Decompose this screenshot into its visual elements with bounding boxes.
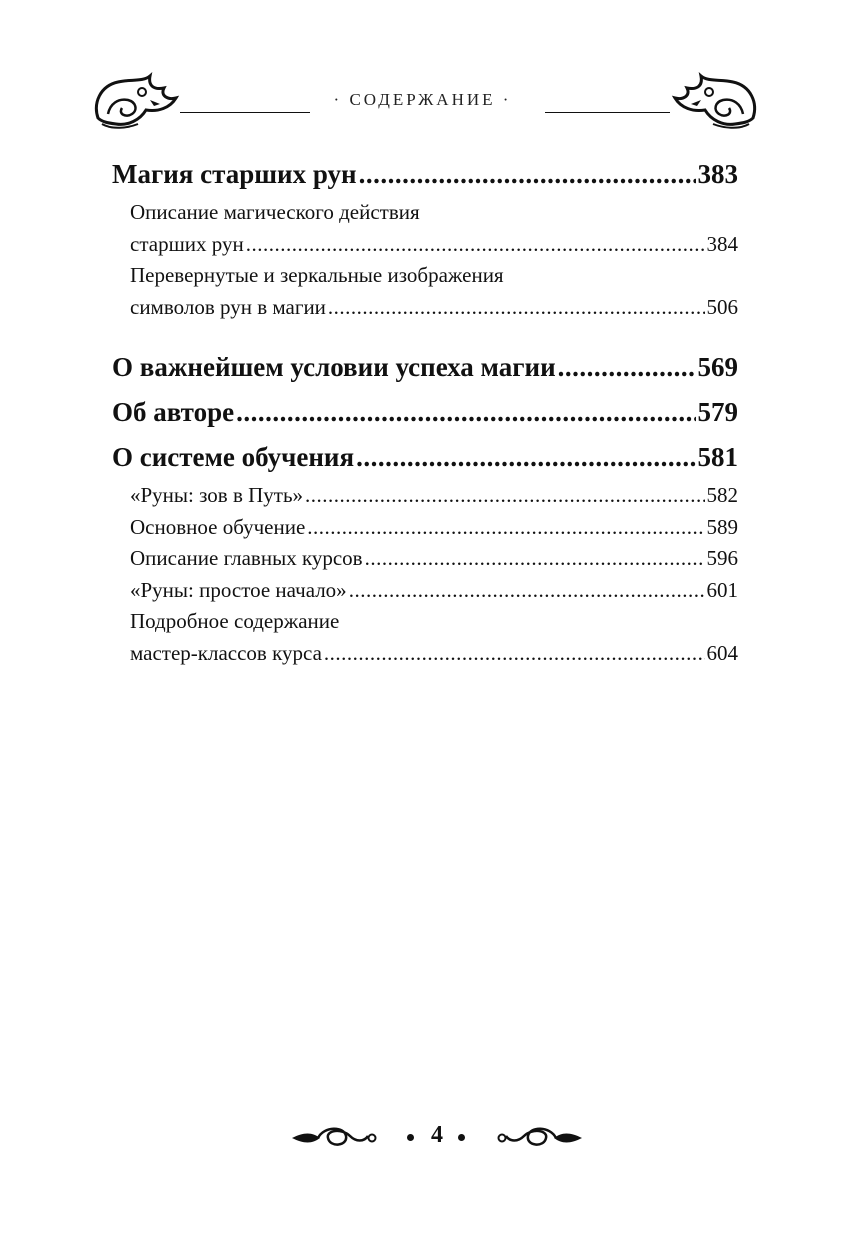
toc-label: мастер-классов курса <box>130 640 322 665</box>
page-footer <box>0 1118 845 1158</box>
leader-dots <box>246 229 705 261</box>
leader-dots <box>236 390 695 435</box>
leader-dots <box>328 292 705 324</box>
header-title: · СОДЕРЖАНИЕ · <box>333 90 512 109</box>
toc-label: Об авторе <box>112 397 235 427</box>
toc-entry-learning-system[interactable] <box>112 435 738 480</box>
toc-entry-about-author[interactable] <box>112 390 738 435</box>
leader-dots <box>359 152 696 197</box>
header-rule-left <box>180 112 310 113</box>
toc-label: символов рун в магии <box>130 294 326 319</box>
toc-label: Основное обучение <box>130 514 306 539</box>
toc-subentry-line: Описание магического действия <box>130 200 420 224</box>
toc-label: «Руны: простое начало» <box>130 577 347 602</box>
bullet-dot <box>407 1134 414 1141</box>
toc-page-number: 384 <box>706 231 738 256</box>
toc-label: О важнейшем условии успеха магии <box>112 352 556 382</box>
toc-subentry-runes-call[interactable] <box>112 480 738 512</box>
toc-label: Магия старших рун <box>112 159 357 189</box>
toc-page-number: 589 <box>706 514 738 539</box>
dragon-head-ornament-icon <box>668 68 763 130</box>
toc-label: О системе обучения <box>112 442 355 472</box>
leader-dots <box>356 435 695 480</box>
toc-label: «Руны: зов в Путь» <box>130 483 304 507</box>
header-rule-right <box>545 112 670 113</box>
toc-entry-magic-elder-runes[interactable] <box>112 152 738 197</box>
toc-subentry-basic-training[interactable] <box>112 512 738 544</box>
toc-subentry-simple-start[interactable] <box>112 575 738 607</box>
toc-subentry-line: Перевернутые и зеркальные изображения <box>130 263 504 287</box>
leader-dots <box>307 512 704 544</box>
running-header <box>0 60 845 140</box>
toc-page-number: 582 <box>706 483 738 507</box>
toc-label: старших рун <box>130 231 244 256</box>
toc-page-number: 569 <box>697 352 738 382</box>
toc-label: Описание главных курсов <box>130 546 363 570</box>
leader-dots <box>558 345 696 390</box>
knot-ornament-icon <box>290 1122 380 1152</box>
bullet-dot <box>458 1134 465 1141</box>
toc-page-number: 579 <box>697 397 738 427</box>
leader-dots <box>349 575 705 607</box>
toc-subentry-masterclasses[interactable] <box>112 638 738 670</box>
leader-dots <box>324 638 705 670</box>
leader-dots <box>305 480 704 512</box>
leader-dots <box>365 543 705 575</box>
toc-entry-important-condition[interactable] <box>112 345 738 390</box>
toc-subentry-elder-runes-desc[interactable] <box>112 229 738 261</box>
toc-page-number: 581 <box>697 442 738 472</box>
toc-page-number: 506 <box>706 294 738 319</box>
toc-page-number: 604 <box>706 640 738 665</box>
toc-page-number: 383 <box>697 159 738 189</box>
knot-ornament-icon <box>494 1122 584 1152</box>
toc-subentry-reversed-runes[interactable] <box>112 292 738 324</box>
toc-subentry-main-courses[interactable] <box>112 543 738 575</box>
page-number: 4 <box>431 1122 443 1148</box>
toc-page-number: 601 <box>706 577 738 602</box>
toc-subentry-line: Подробное содержание <box>130 609 340 633</box>
toc-page-number: 596 <box>706 546 738 570</box>
table-of-contents <box>112 152 738 669</box>
section-gap <box>112 323 738 345</box>
